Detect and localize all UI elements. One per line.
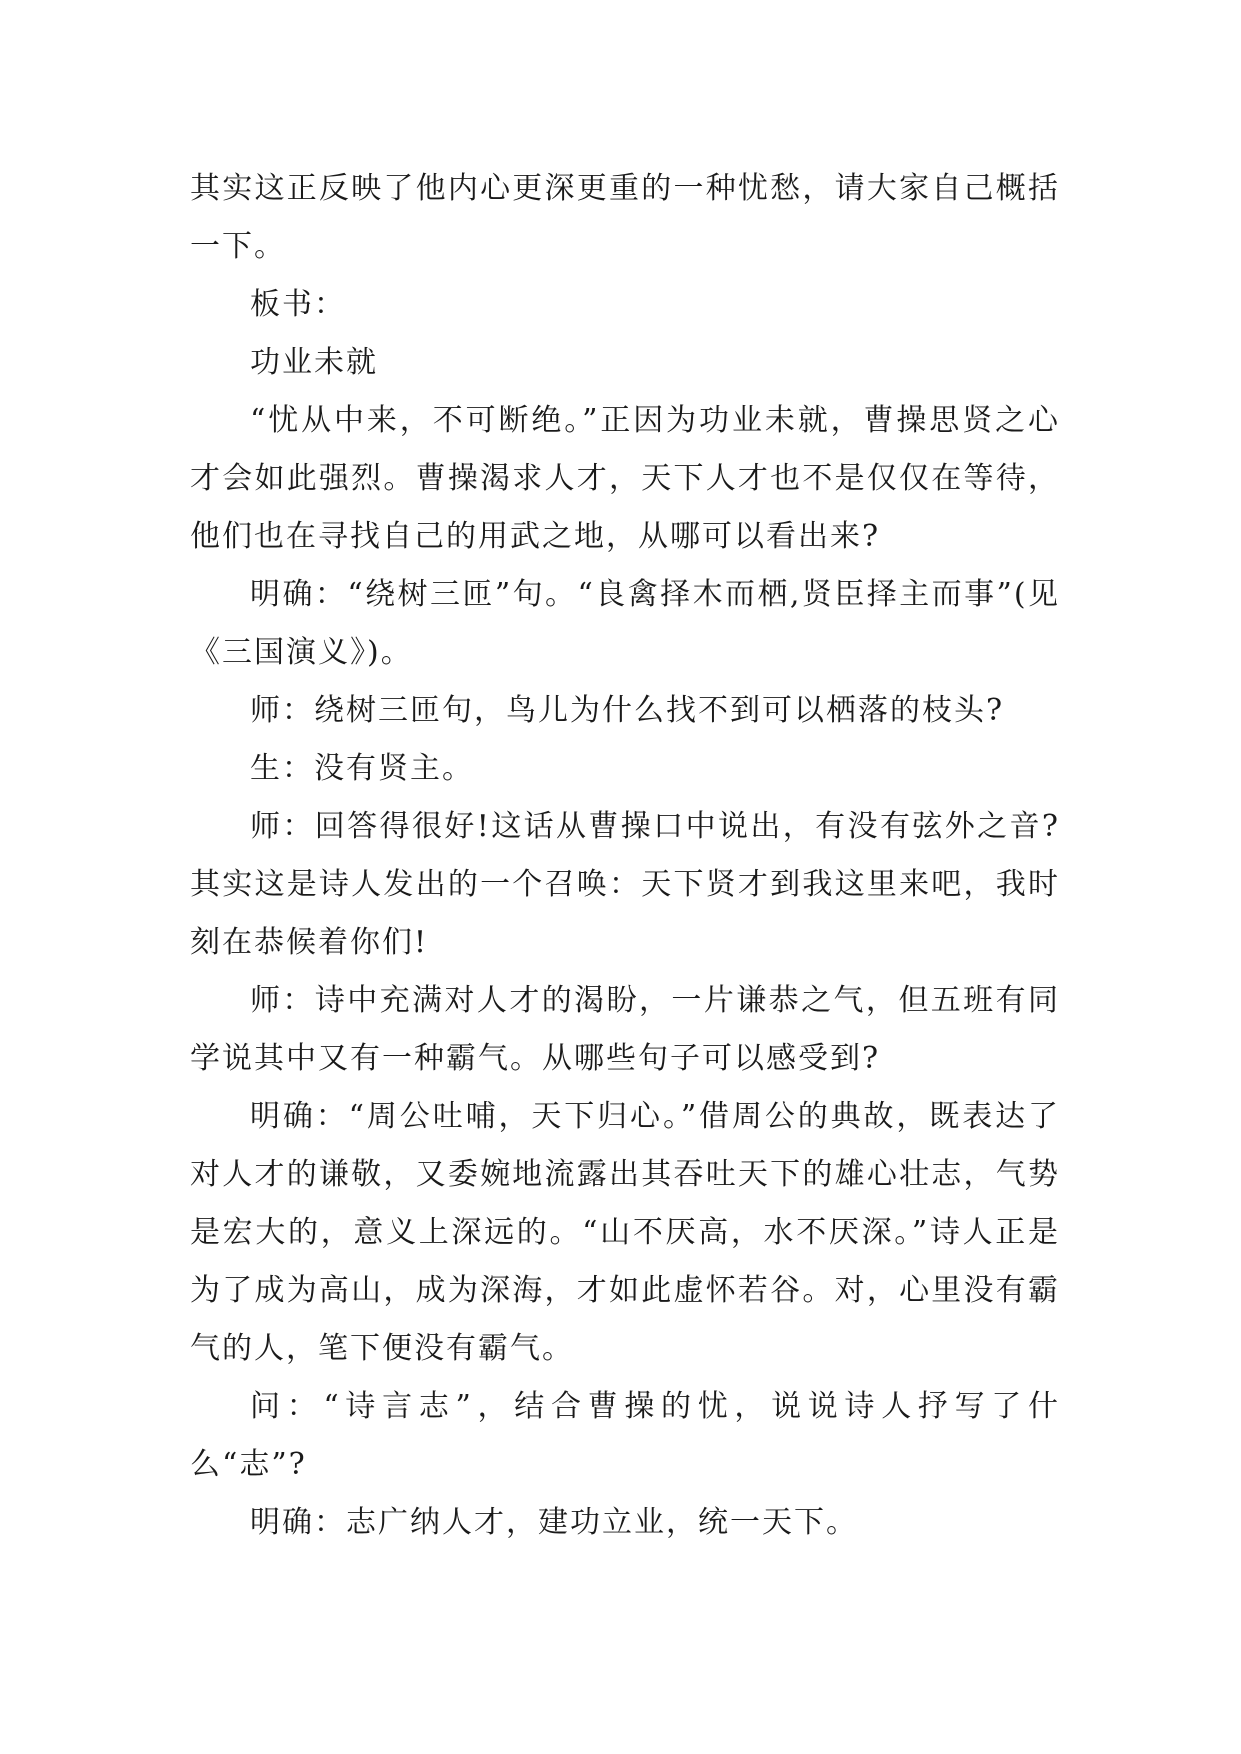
paragraph-5: 明确：“绕树三匝”句。“良禽择木而栖,贤臣择主而事”(见《三国演义》)。	[190, 577, 1060, 670]
paragraph-2: 板书：	[250, 287, 346, 322]
paragraph-11: 问：“诗言志”，结合曹操的忧，说说诗人抒写了什么“志”?	[190, 1389, 1060, 1482]
paragraph-12: 明确：志广纳人才，建功立业，统一天下。	[250, 1505, 858, 1540]
paragraph-10: 明确：“周公吐哺，天下归心。”借周公的典故，既表达了对人才的谦敬，又委婉地流露出其吞吐天下的雄心壮志，气势是宏大的，意义上深远的。“山不厌高，水不厌深。”诗人正是为了成为高山，成为深海，才如此虚怀若谷。对，心里没有霸气的人，笔下便没有霸气。	[190, 1099, 1060, 1366]
paragraph-4: “忧从中来，不可断绝。”正因为功业未就，曹操思贤之心才会如此强烈。曹操渴求人才，天下人才也不是仅仅在等待，他们也在寻找自己的用武之地，从哪可以看出来?	[190, 403, 1060, 554]
paragraph-7: 生：没有贤主。	[250, 751, 474, 786]
paragraph-3: 功业未就	[250, 345, 378, 380]
paragraph-9: 师：诗中充满对人才的渴盼，一片谦恭之气，但五班有同学说其中又有一种霸气。从哪些句子可以感受到?	[190, 983, 1060, 1076]
paragraph-8: 师：回答得很好!这话从曹操口中说出，有没有弦外之音?其实这是诗人发出的一个召唤：天下贤才到我这里来吧，我时刻在恭候着你们!	[190, 809, 1060, 960]
document-body	[190, 160, 1060, 1552]
paragraph-6: 师：绕树三匝句，鸟儿为什么找不到可以栖落的枝头?	[250, 693, 1005, 728]
paragraph-1: 其实这正反映了他内心更深更重的一种忧愁，请大家自己概括一下。	[190, 171, 1060, 264]
